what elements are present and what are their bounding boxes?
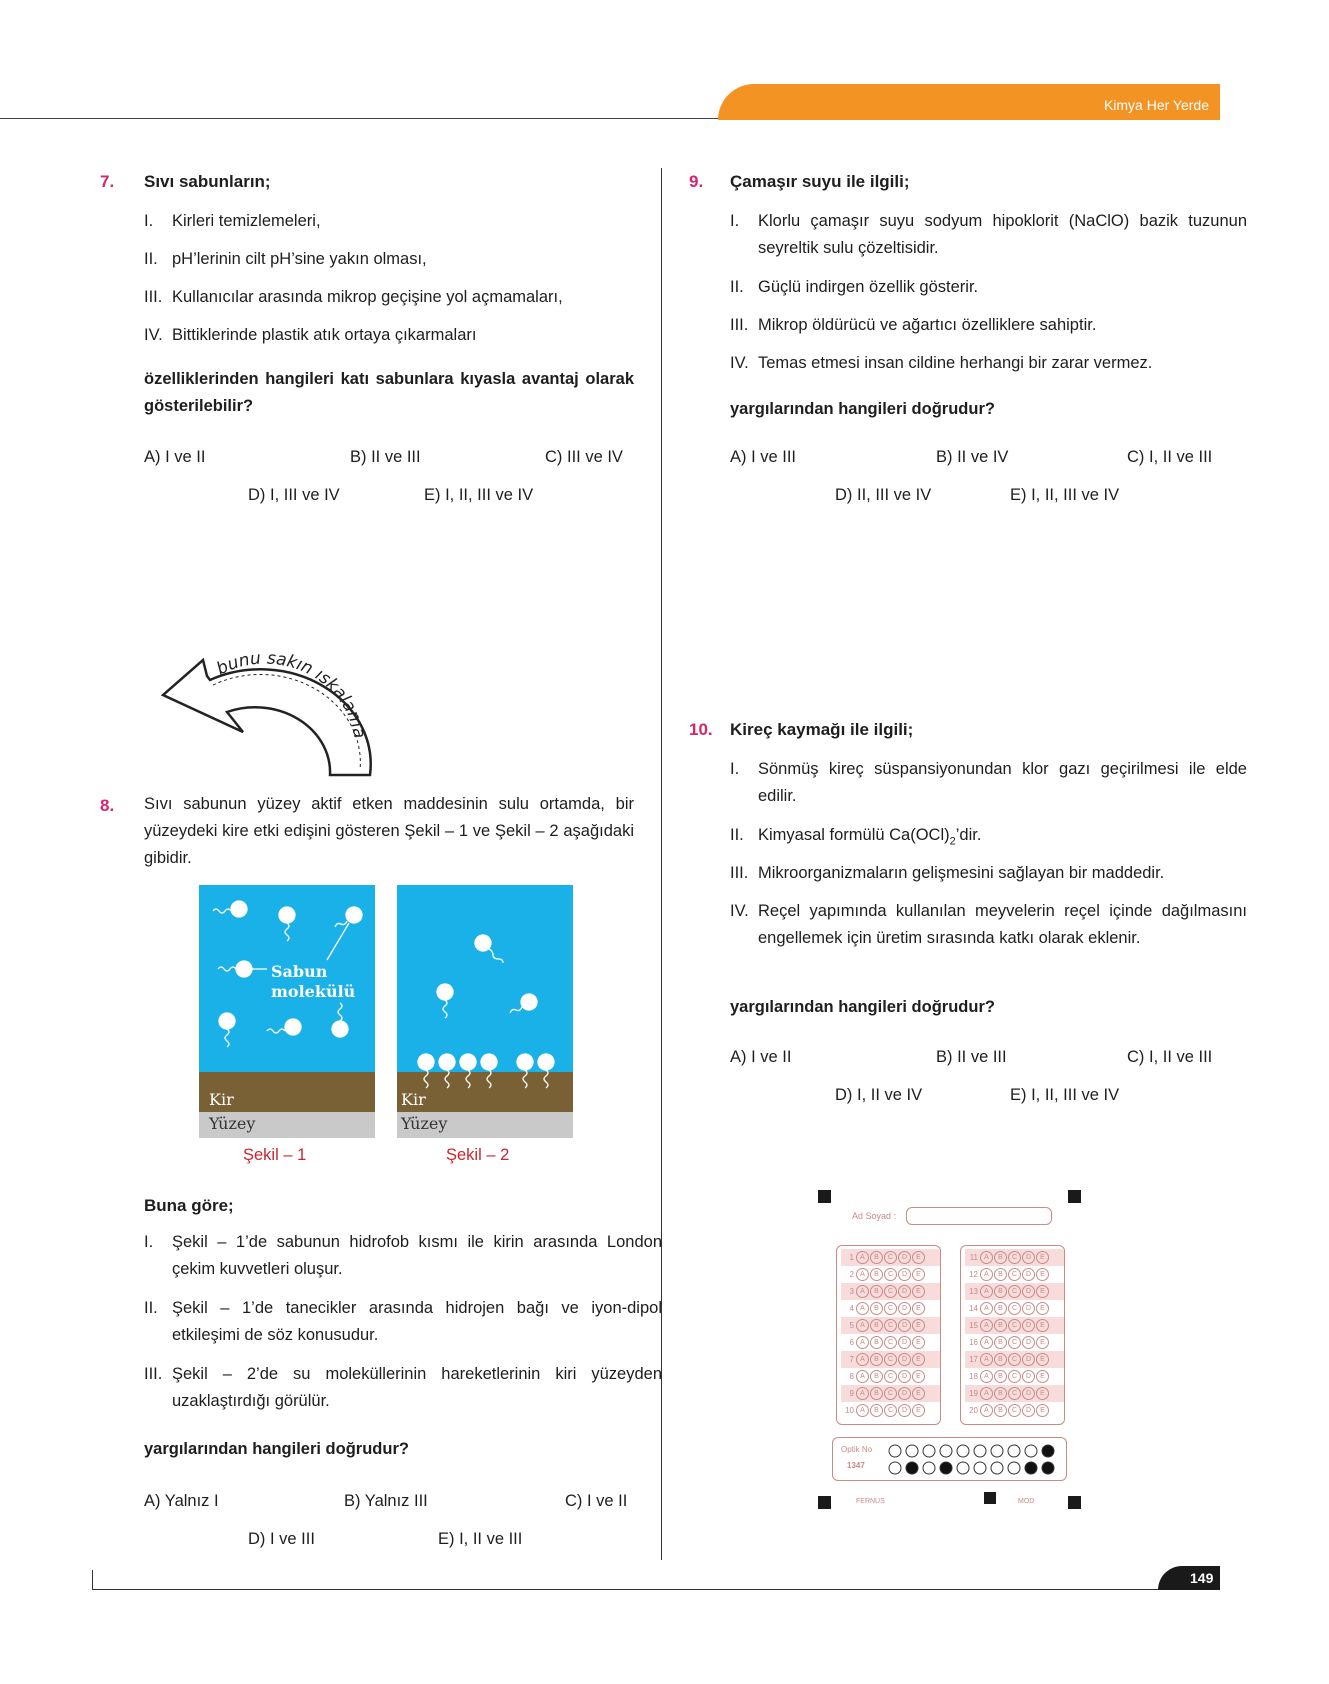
answer-bubble[interactable]: D bbox=[898, 1404, 911, 1417]
question-7-item: III. Kullanıcılar arasında mikrop geçişine yol açmamaları, bbox=[144, 288, 563, 306]
answer-bubble[interactable]: D bbox=[898, 1370, 911, 1383]
name-field[interactable] bbox=[906, 1207, 1052, 1225]
question-7-option-c[interactable]: C) III ve IV bbox=[545, 448, 623, 466]
answer-bubble[interactable]: A bbox=[980, 1319, 993, 1332]
answer-row bbox=[841, 1402, 940, 1419]
answer-row bbox=[841, 1283, 940, 1300]
answer-bubble[interactable]: D bbox=[1022, 1268, 1035, 1281]
answer-row-number: 14 bbox=[969, 1304, 978, 1313]
question-7-item: I. Kirleri temizlemeleri, bbox=[144, 212, 321, 230]
header-section-title: Kimya Her Yerde bbox=[1103, 97, 1209, 113]
answer-bubble[interactable]: C bbox=[1008, 1268, 1021, 1281]
answer-row-number: 9 bbox=[849, 1389, 854, 1398]
answer-row bbox=[841, 1385, 940, 1402]
figure-2-caption: Şekil – 2 bbox=[446, 1146, 510, 1164]
question-9-item: IV. Temas etmesi insan cildine herhangi bir zarar vermez. bbox=[730, 354, 1153, 372]
question-8-number: 8. bbox=[100, 796, 115, 815]
answer-bubble[interactable]: C bbox=[1008, 1370, 1021, 1383]
question-8-item: III. Şekil – 2’de su moleküllerinin hareketlerinin kiri yüzeyden uzaklaştırdığı görülür. bbox=[144, 1365, 662, 1410]
figure-1-caption: Şekil – 1 bbox=[243, 1146, 307, 1164]
answer-bubble[interactable]: E bbox=[1036, 1319, 1049, 1332]
answer-row-number: 1 bbox=[849, 1253, 854, 1262]
answer-bubble[interactable]: A bbox=[856, 1319, 869, 1332]
answer-row bbox=[841, 1334, 940, 1351]
answer-bubble[interactable]: D bbox=[1022, 1353, 1035, 1366]
question-9-option-c[interactable]: C) I, II ve III bbox=[1127, 448, 1213, 466]
answer-row-number: 16 bbox=[969, 1338, 978, 1347]
banner-text: bunu sakın ıskalama bbox=[213, 648, 370, 740]
answer-bubble[interactable]: C bbox=[1008, 1404, 1021, 1417]
answer-bubble[interactable]: C bbox=[884, 1319, 897, 1332]
answer-bubble[interactable]: E bbox=[912, 1404, 925, 1417]
answer-row-number: 4 bbox=[849, 1304, 854, 1313]
answer-row bbox=[965, 1368, 1064, 1385]
question-7-option-d[interactable]: D) I, III ve IV bbox=[248, 486, 340, 504]
question-10-option-d[interactable]: D) I, II ve IV bbox=[835, 1086, 923, 1104]
answer-bubble[interactable]: C bbox=[1008, 1387, 1021, 1400]
corner-mark bbox=[1068, 1496, 1081, 1509]
answer-bubble[interactable]: D bbox=[898, 1353, 911, 1366]
question-10-option-e[interactable]: E) I, II, III ve IV bbox=[1010, 1086, 1120, 1104]
answer-sheet bbox=[818, 1190, 1082, 1510]
question-7-prompt: özelliklerinden hangileri katı sabunlara kıyasla avantaj olarak gösterilebilir? bbox=[144, 370, 634, 415]
question-10-option-b[interactable]: B) II ve III bbox=[936, 1048, 1007, 1066]
corner-mark bbox=[984, 1492, 996, 1504]
answer-bubble[interactable]: D bbox=[1022, 1285, 1035, 1298]
question-7-option-b[interactable]: B) II ve III bbox=[350, 448, 421, 466]
answer-bubble[interactable]: C bbox=[884, 1353, 897, 1366]
corner-mark bbox=[818, 1190, 831, 1203]
answer-row-number: 3 bbox=[849, 1287, 854, 1296]
question-9-option-e[interactable]: E) I, II, III ve IV bbox=[1010, 486, 1120, 504]
answer-row-number: 2 bbox=[849, 1270, 854, 1279]
answer-bubble[interactable]: B bbox=[994, 1336, 1007, 1349]
footer-rule bbox=[92, 1589, 1220, 1590]
answer-row bbox=[965, 1300, 1064, 1317]
answer-row bbox=[965, 1402, 1064, 1419]
question-8-intro: Sıvı sabunun yüzey aktif etken maddesinin sulu ortamda, bir yüzeydeki kire etki edişini gösteren Şekil – 1 ve Şekil – 2 aşağıdaki gibidir. bbox=[144, 795, 634, 867]
corner-mark bbox=[818, 1496, 831, 1509]
answer-bubble[interactable]: B bbox=[870, 1404, 883, 1417]
answer-bubble[interactable]: E bbox=[912, 1319, 925, 1332]
question-9-title: Çamaşır suyu ile ilgili; bbox=[730, 172, 910, 191]
question-9-item: I. Klorlu çamaşır suyu sodyum hipoklorit (NaClO) bazik tuzunun seyreltik sulu çözeltisidir. bbox=[730, 212, 1247, 257]
answer-bubble[interactable]: B bbox=[870, 1319, 883, 1332]
answer-bubble[interactable]: A bbox=[980, 1387, 993, 1400]
answer-bubble[interactable]: E bbox=[912, 1268, 925, 1281]
answer-bubble[interactable]: D bbox=[1022, 1319, 1035, 1332]
column-divider bbox=[661, 168, 662, 1560]
answer-bubble[interactable]: A bbox=[856, 1404, 869, 1417]
answer-bubble[interactable]: A bbox=[856, 1370, 869, 1383]
answer-bubble[interactable]: C bbox=[884, 1387, 897, 1400]
answer-bubble[interactable]: D bbox=[1022, 1387, 1035, 1400]
answer-bubble[interactable]: E bbox=[912, 1336, 925, 1349]
answer-bubble[interactable]: D bbox=[1022, 1404, 1035, 1417]
answer-bubble[interactable]: D bbox=[1022, 1302, 1035, 1315]
optik-no-label: Optik No bbox=[841, 1445, 873, 1454]
answer-row-number: 8 bbox=[849, 1372, 854, 1381]
answer-row bbox=[965, 1249, 1064, 1266]
answer-bubble[interactable]: B bbox=[994, 1404, 1007, 1417]
answer-bubble[interactable]: E bbox=[912, 1353, 925, 1366]
brand-right: MOD bbox=[1018, 1498, 1035, 1505]
answer-bubble[interactable]: E bbox=[1036, 1336, 1049, 1349]
answer-row bbox=[965, 1317, 1064, 1334]
question-10-title: Kireç kaymağı ile ilgili; bbox=[730, 720, 914, 739]
answer-row bbox=[841, 1266, 940, 1283]
answer-bubble[interactable]: B bbox=[994, 1302, 1007, 1315]
answer-bubble[interactable]: A bbox=[856, 1285, 869, 1298]
question-9-item: III. Mikrop öldürücü ve ağartıcı özelliklere sahiptir. bbox=[730, 316, 1097, 334]
answer-row-number: 13 bbox=[969, 1287, 978, 1296]
answer-bubble[interactable]: B bbox=[870, 1353, 883, 1366]
footer-tick bbox=[92, 1570, 93, 1590]
question-8-option-a[interactable]: A) Yalnız I bbox=[144, 1492, 219, 1510]
banner-arrow-icon bbox=[155, 630, 385, 790]
answer-bubble[interactable]: C bbox=[884, 1404, 897, 1417]
question-10-item: I. Sönmüş kireç süspansiyonundan klor gazı geçirilmesi ile elde edilir. bbox=[730, 760, 1247, 805]
answer-bubble[interactable]: D bbox=[898, 1268, 911, 1281]
answer-bubble[interactable]: B bbox=[870, 1387, 883, 1400]
answer-bubble[interactable]: A bbox=[980, 1302, 993, 1315]
answer-bubble[interactable]: A bbox=[856, 1251, 869, 1264]
question-10-prompt: yargılarından hangileri doğrudur? bbox=[730, 998, 995, 1016]
question-7-item: IV. Bittiklerinde plastik atık ortaya çıkarmaları bbox=[144, 326, 477, 344]
answer-bubble[interactable]: B bbox=[870, 1336, 883, 1349]
answer-bubble[interactable]: E bbox=[1036, 1268, 1049, 1281]
optik-no-value: 1347 bbox=[847, 1461, 865, 1470]
answer-row-number: 6 bbox=[849, 1338, 854, 1347]
figure-2-yuzey-label: Yüzey bbox=[401, 1114, 448, 1133]
answer-row bbox=[841, 1300, 940, 1317]
corner-mark bbox=[1068, 1190, 1081, 1203]
page-number: 149 bbox=[1190, 1570, 1214, 1586]
answer-bubble[interactable]: C bbox=[884, 1370, 897, 1383]
answer-bubble[interactable]: E bbox=[1036, 1285, 1049, 1298]
answer-row bbox=[965, 1283, 1064, 1300]
answer-bubble[interactable]: E bbox=[1036, 1404, 1049, 1417]
answer-bubble[interactable]: B bbox=[994, 1387, 1007, 1400]
question-7-option-e[interactable]: E) I, II, III ve IV bbox=[424, 486, 534, 504]
answer-bubble[interactable]: A bbox=[980, 1353, 993, 1366]
answer-bubble[interactable]: E bbox=[1036, 1370, 1049, 1383]
answer-row bbox=[965, 1334, 1064, 1351]
answer-bubble[interactable]: D bbox=[1022, 1336, 1035, 1349]
answer-bubble[interactable]: E bbox=[912, 1370, 925, 1383]
optik-no-bubbles bbox=[887, 1442, 1062, 1476]
answer-bubble[interactable]: A bbox=[980, 1251, 993, 1264]
answer-bubble[interactable]: C bbox=[1008, 1302, 1021, 1315]
question-7-item: II. pH’lerinin cilt pH’sine yakın olması, bbox=[144, 250, 427, 268]
answer-bubble[interactable]: B bbox=[870, 1268, 883, 1281]
answer-bubble[interactable]: B bbox=[994, 1370, 1007, 1383]
question-8-item: II. Şekil – 1’de tanecikler arasında hidrojen bağı ve iyon-dipol etkileşimi de söz konusudur. bbox=[144, 1299, 662, 1344]
figure-1 bbox=[199, 885, 375, 1138]
answer-row-number: 18 bbox=[969, 1372, 978, 1381]
answer-bubble[interactable]: B bbox=[994, 1353, 1007, 1366]
question-10-item: III. Mikroorganizmaların gelişmesini sağlayan bir maddedir. bbox=[730, 864, 1165, 882]
question-7-number: 7. bbox=[100, 172, 115, 191]
answer-row-number: 17 bbox=[969, 1355, 978, 1364]
question-9-option-d[interactable]: D) II, III ve IV bbox=[835, 486, 932, 504]
question-10-number: 10. bbox=[689, 720, 713, 739]
answer-bubble[interactable]: B bbox=[870, 1370, 883, 1383]
question-8-lead: Buna göre; bbox=[144, 1196, 234, 1215]
answer-bubble[interactable]: D bbox=[898, 1251, 911, 1264]
answer-bubble[interactable]: B bbox=[994, 1268, 1007, 1281]
answer-bubble[interactable]: A bbox=[856, 1302, 869, 1315]
figure-1-label: Sabun molekülü bbox=[271, 962, 356, 1001]
answer-bubble[interactable]: D bbox=[898, 1336, 911, 1349]
answer-row-number: 5 bbox=[849, 1321, 854, 1330]
answer-row bbox=[841, 1351, 940, 1368]
answer-bubble[interactable]: C bbox=[884, 1251, 897, 1264]
answer-bubble[interactable]: A bbox=[856, 1387, 869, 1400]
answer-bubble[interactable]: A bbox=[980, 1370, 993, 1383]
answer-bubble[interactable]: D bbox=[1022, 1370, 1035, 1383]
answer-row bbox=[965, 1351, 1064, 1368]
answer-bubble[interactable]: A bbox=[980, 1268, 993, 1281]
answer-bubble[interactable]: E bbox=[912, 1387, 925, 1400]
question-8-option-b[interactable]: B) Yalnız III bbox=[344, 1492, 428, 1510]
answer-bubble[interactable]: A bbox=[856, 1353, 869, 1366]
answer-bubble[interactable]: E bbox=[1036, 1387, 1049, 1400]
answer-bubble[interactable]: E bbox=[1036, 1353, 1049, 1366]
figure-2-kir-label: Kir bbox=[401, 1090, 426, 1109]
answer-row-number: 19 bbox=[969, 1389, 978, 1398]
question-9-option-a[interactable]: A) I ve III bbox=[730, 448, 797, 466]
question-7-option-a[interactable]: A) I ve II bbox=[144, 448, 206, 466]
answer-bubble[interactable]: B bbox=[994, 1285, 1007, 1298]
question-9-number: 9. bbox=[689, 172, 704, 191]
answer-row-number: 11 bbox=[969, 1253, 978, 1262]
answer-row-number: 15 bbox=[969, 1321, 978, 1330]
answer-bubble[interactable]: C bbox=[884, 1336, 897, 1349]
name-label: Ad Soyad : bbox=[852, 1211, 897, 1221]
answer-bubble[interactable]: C bbox=[1008, 1319, 1021, 1332]
answer-bubble[interactable]: E bbox=[1036, 1251, 1049, 1264]
answer-bubble[interactable]: B bbox=[870, 1302, 883, 1315]
figure-1-yuzey-label: Yüzey bbox=[209, 1114, 256, 1133]
answer-row bbox=[841, 1317, 940, 1334]
question-10-item: IV. Reçel yapımında kullanılan meyvelerin reçel içinde dağılmasını engellemek için üretim sırasında katkı olarak eklenir. bbox=[730, 902, 1247, 947]
answer-row-number: 12 bbox=[969, 1270, 978, 1279]
answer-bubble[interactable]: A bbox=[856, 1336, 869, 1349]
question-10-option-c[interactable]: C) I, II ve III bbox=[1127, 1048, 1213, 1066]
question-8-option-e[interactable]: E) I, II ve III bbox=[438, 1530, 523, 1548]
answer-bubble[interactable]: C bbox=[1008, 1353, 1021, 1366]
answer-bubble[interactable]: E bbox=[912, 1302, 925, 1315]
answer-row-number: 20 bbox=[969, 1406, 978, 1415]
question-10-option-a[interactable]: A) I ve II bbox=[730, 1048, 792, 1066]
question-9-prompt: yargılarından hangileri doğrudur? bbox=[730, 400, 995, 418]
figure-1-kir-label: Kir bbox=[209, 1090, 234, 1109]
brand-left: FERNUS bbox=[856, 1498, 885, 1505]
question-8-prompt: yargılarından hangileri doğrudur? bbox=[144, 1440, 409, 1458]
answer-row bbox=[841, 1249, 940, 1266]
answer-bubble[interactable]: B bbox=[994, 1251, 1007, 1264]
question-8-option-d[interactable]: D) I ve III bbox=[248, 1530, 315, 1548]
answer-bubble[interactable]: A bbox=[980, 1336, 993, 1349]
answer-row-number: 7 bbox=[849, 1355, 854, 1364]
question-9-item: II. Güçlü indirgen özellik gösterir. bbox=[730, 278, 979, 296]
answer-bubble[interactable]: D bbox=[1022, 1251, 1035, 1264]
answer-bubble[interactable]: E bbox=[912, 1285, 925, 1298]
answer-bubble[interactable]: D bbox=[898, 1285, 911, 1298]
answer-bubble[interactable]: A bbox=[980, 1285, 993, 1298]
question-8-option-c[interactable]: C) I ve II bbox=[565, 1492, 628, 1510]
answer-bubble[interactable]: C bbox=[1008, 1285, 1021, 1298]
answer-bubble[interactable]: D bbox=[898, 1387, 911, 1400]
answer-row bbox=[965, 1266, 1064, 1283]
answer-bubble[interactable]: D bbox=[898, 1319, 911, 1332]
answer-bubble[interactable]: E bbox=[912, 1251, 925, 1264]
question-10-item: II. Kimyasal formülü $Ca(OCl)_2’dir$. bbox=[730, 826, 982, 848]
answer-bubble[interactable]: A bbox=[980, 1404, 993, 1417]
answer-row bbox=[965, 1385, 1064, 1402]
answer-bubble[interactable]: B bbox=[870, 1285, 883, 1298]
figure-2 bbox=[397, 885, 573, 1138]
question-8-item: I. Şekil – 1’de sabunun hidrofob kısmı ile kirin arasında London çekim kuvvetleri oluşur. bbox=[144, 1233, 662, 1278]
answer-bubble[interactable]: A bbox=[856, 1268, 869, 1281]
answer-bubble[interactable]: C bbox=[884, 1285, 897, 1298]
answer-row bbox=[841, 1368, 940, 1385]
answer-bubble[interactable]: C bbox=[884, 1268, 897, 1281]
answer-bubble[interactable]: C bbox=[1008, 1251, 1021, 1264]
answer-bubble[interactable]: D bbox=[898, 1302, 911, 1315]
answer-bubble[interactable]: C bbox=[1008, 1336, 1021, 1349]
optik-no-box bbox=[832, 1437, 1067, 1481]
answer-bubble[interactable]: B bbox=[870, 1251, 883, 1264]
question-9-option-b[interactable]: B) II ve IV bbox=[936, 448, 1009, 466]
answer-bubble[interactable]: B bbox=[994, 1319, 1007, 1332]
question-7-title: Sıvı sabunların; bbox=[144, 172, 271, 191]
answer-bubble[interactable]: C bbox=[884, 1302, 897, 1315]
answer-grid-right bbox=[960, 1245, 1065, 1425]
answer-row-number: 10 bbox=[845, 1406, 854, 1415]
answer-grid-left bbox=[836, 1245, 941, 1425]
answer-bubble[interactable]: E bbox=[1036, 1302, 1049, 1315]
